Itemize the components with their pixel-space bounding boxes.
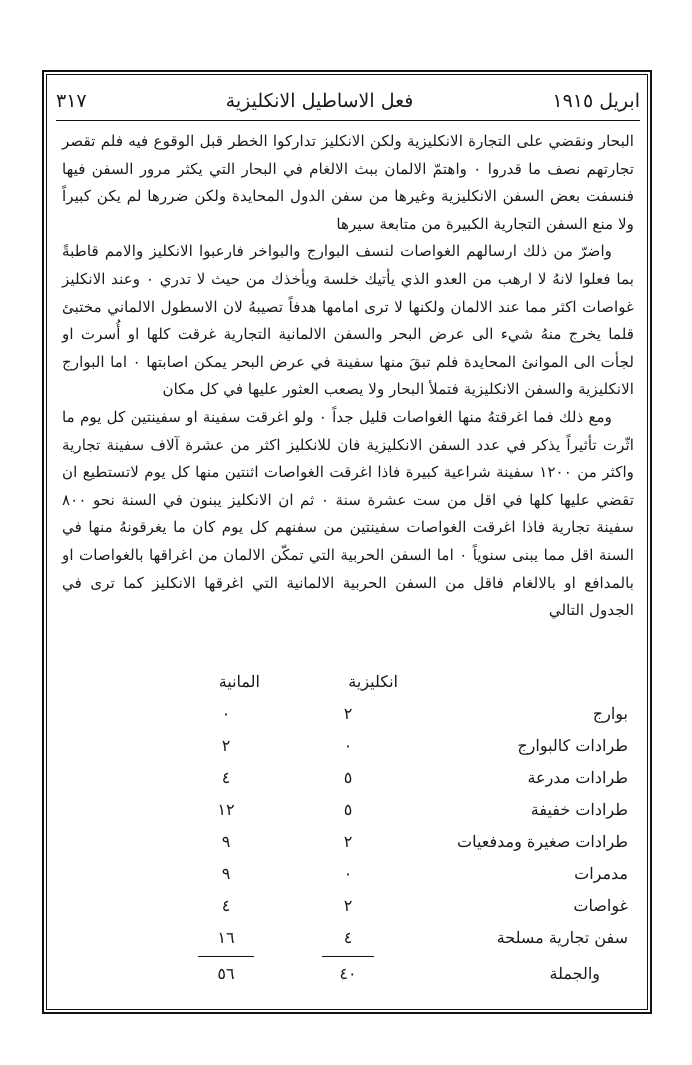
header-page-number: ٣١٧ (56, 90, 87, 112)
table-row (56, 896, 640, 926)
paragraph-3: ومع ذلك فما اغرقتهُ منها الغواصات قليل جداً ٠ ولو اغرقت سفينة او سفينتين كل يوم ما اثّرت تأثيراً يذكر في عدد السفن الانكليزية فان للانكليز اكثر من عشرة آلاف سفينة تجارية واكثر من ١٢٠٠ سفينة شراعية كبيرة فاذا اغرقت الغواصات اثنتين منها كل يوم لاتستطيع ان تقضي عليها كلها في اقل من ست عشرة سنة ٠ ثم ان الانكليز يبنون في السنة نحو ٨٠٠ سفينة تجارية فاذا اغرقت الغواصات سفينتين من سفنهم كل يوم كان ما يغرقونهُ منها في السنة اقل مما يبنى سنوياً ٠ اما السفن الحربية التي تمكّن الالمان من اغراقها بالغواصات او بالمدافع او بالالغام فاقل من السفن الحربية الالمانية التي اغرقها الانكليز كما ترى في الجدول التالي (62, 407, 635, 620)
row-label: طرادات صغيرة ومدفعيات (457, 832, 628, 851)
row-english-value: ٢ (343, 832, 353, 851)
row-english-value: ٢ (343, 896, 353, 915)
total-german-value: ٥٦ (217, 964, 235, 983)
paragraph-2: واضرّ من ذلك ارسالهم الغواصات لنسف البوارج والبواخر فارعبوا الانكليز والامم قاطبةً بما فعلوا لانهُ لا ارهب من العدو الذي يأتيك خلسة ويأخذك من حيث لا تدري ٠ وعند الانكليز غواصات اكثر مما عند الالمان ولكنها لا ترى امامها هدفاً تصيبهُ لان الاسطول الالماني مختبئ قلما يخرج منهُ شيء الى عرض البحر والسفن الالمانية التجارية غرقت كلها او أُسرت او لجأت الى الموانئ المحايدة فلم تبقَ منها سفينة في عرض البحر يمكن اصابتها ٠ اما البوارج الانكليزية والسفن الانكليزية فتملأ البحار ولا يصعب العثور عليها في كل مكان (62, 242, 635, 399)
row-english-value: ٤ (343, 928, 353, 947)
row-english-value: ٠ (343, 864, 353, 883)
table-total-row (56, 964, 640, 994)
table-row (56, 864, 640, 894)
row-label: سفن تجارية مسلحة (496, 928, 628, 947)
row-german-value: ٠ (221, 704, 231, 723)
total-rule-english (322, 956, 374, 957)
losses-table (56, 672, 640, 1002)
table-row (56, 768, 640, 798)
row-english-value: ٠ (343, 736, 353, 755)
row-english-value: ٥ (343, 800, 353, 819)
row-label: بوارج (592, 704, 628, 723)
total-rule-german (198, 956, 254, 957)
row-label: مدمرات (574, 864, 628, 883)
row-english-value: ٢ (343, 704, 353, 723)
row-german-value: ٩ (221, 864, 231, 883)
article-body (62, 128, 634, 625)
row-german-value: ٢ (221, 736, 231, 755)
row-german-value: ٩ (221, 832, 231, 851)
row-german-value: ٤ (221, 896, 231, 915)
row-label: طرادات كالبوارج (517, 736, 628, 755)
row-label: غواصات (573, 896, 628, 915)
header-title: فعل الاساطيل الانكليزية (225, 90, 414, 112)
row-label: طرادات خفيفة (530, 800, 628, 819)
total-english-value: ٤٠ (339, 964, 357, 983)
column-header-english: انكليزية (348, 672, 398, 691)
header-rule (56, 120, 640, 121)
table-row (56, 704, 640, 734)
table-row (56, 800, 640, 830)
row-label: طرادات مدرعة (527, 768, 628, 787)
running-header (56, 86, 640, 116)
header-date: ابريل ١٩١٥ (552, 90, 640, 112)
row-english-value: ٥ (343, 768, 353, 787)
table-row (56, 832, 640, 862)
row-german-value: ٤ (221, 768, 231, 787)
table-row (56, 736, 640, 766)
paragraph-1: البحار ونقضي على التجارة الانكليزية ولكن الانكليز تداركوا الخطر قبل الوقوع فيه فلم تقصر تجارتهم نصف ما قدروا ٠ واهتمّ الالمان ببث الالغام في البحار التي يكثر مرور السفن فيها فنسفت بعض السفن الانكليزية وغيرها من سفن الدول المحايدة ولكن ضررها لم يكن كبيراً ولا منع السفن التجارية الكبيرة من متابعة سيرها (62, 132, 634, 233)
total-label: والجملة (549, 964, 600, 983)
table-row (56, 928, 640, 958)
column-header-german: المانية (218, 672, 260, 691)
row-german-value: ١٢ (217, 800, 235, 819)
row-german-value: ١٦ (217, 928, 235, 947)
